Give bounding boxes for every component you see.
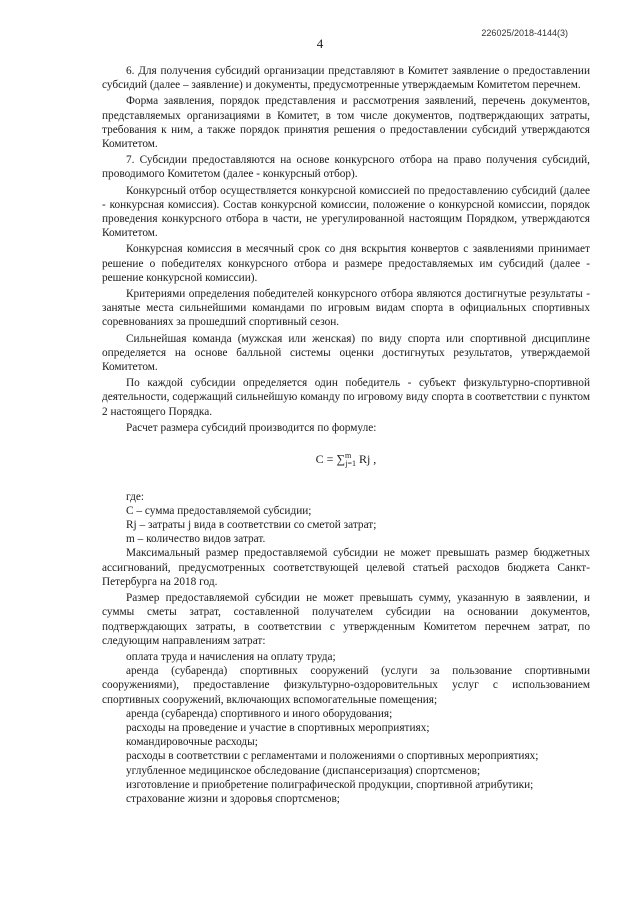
paragraph-7-commission: Конкурсный отбор осуществляется конкурсной комиссией по предоставлению субсидий (далее - конкурсная комиссия). Состав конкурсной комиссии, положение о конкурсной комиссии, порядок проведения конкурсного отбора в части, не урегулированной настоящим Порядком, утверждаются Комитетом. xyxy=(102,184,590,240)
where-label: где: xyxy=(126,490,144,503)
cost-item: расходы на проведение и участие в спортивных мероприятиях; xyxy=(126,721,430,734)
formula-sup: m xyxy=(345,451,352,461)
cost-item: оплата труда и начисления на оплату труда; xyxy=(126,650,336,663)
where-item: m – количество видов затрат. xyxy=(126,533,266,546)
formula-sub: j=1 xyxy=(345,459,356,469)
formula-rhs: Rj , xyxy=(355,452,377,467)
paragraph-max-size: Максимальный размер предоставляемой субсидии не может превышать размер бюджетных ассигнований, предусмотренных соответствующей целевой статьей расходов бюджета Санкт-Петербурга на 2018 год. xyxy=(102,547,590,588)
paragraph-7: 7. Субсидии предоставляются на основе конкурсного отбора на право получения субсидий, проводимого Комитетом (далее - конкурсный отбор). xyxy=(102,154,590,181)
paragraph-7-decision: Конкурсная комиссия в месячный срок со дня вскрытия конвертов с заявлениями принимает решение о победителях конкурсного отбора и размере предоставляемых им субсидий (далее - решение конкурсной комиссии). xyxy=(102,243,590,284)
cost-item: расходы в соответствии с регламентами и положениями о спортивных мероприятиях; xyxy=(126,750,539,763)
where-item: C – сумма предоставляемой субсидии; xyxy=(126,504,312,517)
paragraph-size-limit: Размер предоставляемой субсидии не может превышать сумму, указанную в заявлении, и суммы сметы затрат, составленной получателем субсидии на основании документов, подтверждающих затраты, в соответствии с утвержденным Комитетом перечнем затрат, по следующим направлениям затрат: xyxy=(102,592,590,647)
paragraph-6: 6. Для получения субсидий организации представляют в Комитет заявление о предоставлении субсидий (далее – заявление) и документы, предусмотренные утверждаемым Комитетом перечнем. xyxy=(102,65,590,92)
cost-item: изготовление и приобретение полиграфической продукции, спортивной атрибутики; xyxy=(126,778,534,791)
cost-item: углубленное медицинское обследование (диспансеризация) спортсменов; xyxy=(126,764,481,777)
document-body xyxy=(102,64,590,806)
cost-item: аренда (субаренда) спортивных сооружений (услуги за пользование спортивными сооружениями), предоставление физкультурно-оздоровительных услуг с использованием спортивных сооружений, включающих вспомогательные помещения; xyxy=(102,665,590,706)
paragraph-7-winner: По каждой субсидии определяется один победитель - субъект физкультурно-спортивной деятельности, содержащий сильнейшую команду по игровому виду спорта в соответствии с пунктом 2 настоящего Порядка. xyxy=(102,377,590,418)
page-number: 4 xyxy=(316,36,324,51)
cost-item: страхование жизни и здоровья спортсменов; xyxy=(126,792,340,805)
cost-item: командировочные расходы; xyxy=(126,736,258,749)
where-item: Rj – затраты j вида в соответствии со сметой затрат; xyxy=(126,519,377,532)
subsidy-formula xyxy=(102,449,590,472)
paragraph-6-form: Форма заявления, порядок представления и рассмотрения заявлений, перечень документов, представляемых организациями в Комитет, в том числе документов, подтверждающих затраты, требования к ним, а также порядок принятия решения о предоставлении субсидий утверждаются Комитетом. xyxy=(102,95,590,151)
paragraph-7-formula-intro: Расчет размера субсидий производится по формуле: xyxy=(126,421,377,434)
document-id: 226025/2018-4144(3) xyxy=(481,28,568,38)
paragraph-7-criteria: Критериями определения победителей конкурсного отбора являются достигнутые результаты - занятые места сильнейшими командами по игровым видам спорта в официальных спортивных соревнованиях за прошедший спортивный сезон. xyxy=(102,288,590,329)
paragraph-7-strongest-team: Сильнейшая команда (мужская или женская) по виду спорта или спортивной дисциплине определяется на основе балльной системы оценки достигнутых результатов, утверждаемой Комитетом. xyxy=(102,332,590,374)
cost-item: аренда (субаренда) спортивного и иного оборудования; xyxy=(126,707,393,720)
formula-lhs: C = ∑ xyxy=(315,452,345,467)
